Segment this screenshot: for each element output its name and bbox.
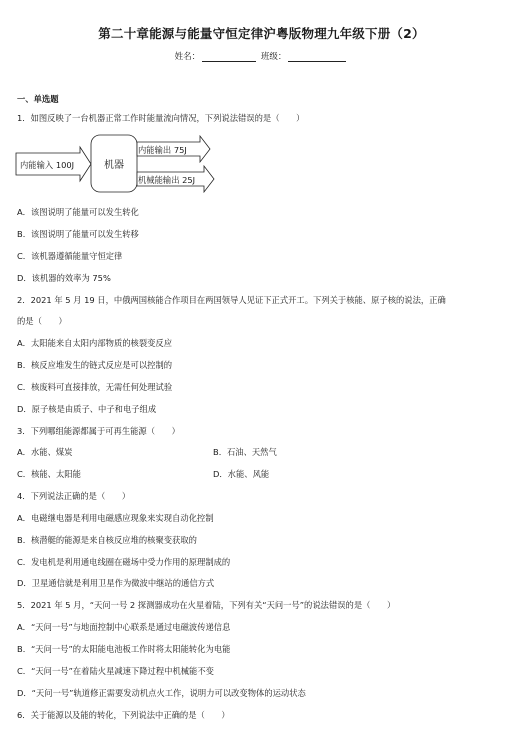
machine-label: 机器 bbox=[104, 160, 124, 171]
q3-option-c: C．核能、太阳能 bbox=[17, 469, 81, 479]
name-class-row bbox=[0, 50, 523, 62]
q3-option-d: D．水能、风能 bbox=[213, 469, 270, 479]
q1-option-c: C．该机器遵循能量守恒定律 bbox=[17, 251, 123, 261]
q6-stem: 6．关于能源以及能的转化，下列说法中正确的是（ ） bbox=[17, 710, 230, 720]
name-label: 姓名： bbox=[174, 52, 201, 62]
input-label: 内能输入 100J bbox=[20, 160, 75, 170]
q1-option-d: D．该机器的效率为 75% bbox=[17, 273, 111, 283]
q2-stem-line2: 的是（ ） bbox=[17, 316, 67, 326]
q5-option-d: D．“天问一号”轨道修正需要发动机点火工作，说明力可以改变物体的运动状态 bbox=[17, 688, 306, 698]
q4-option-d: D．卫星通信就是利用卫星作为微波中继站的通信方式 bbox=[17, 578, 215, 588]
q2-option-d: D．原子核是由质子、中子和电子组成 bbox=[17, 404, 157, 414]
output-mechanical-label: 机械能输出 25J bbox=[138, 175, 196, 185]
q2-stem-line1: 2．2021 年 5 月 19 日，中俄两国核能合作项目在两国领导人见证下正式开工。下列关于核能、原子核的说法，正确 bbox=[17, 295, 446, 305]
q3-option-b: B．石油、天然气 bbox=[213, 447, 277, 457]
q4-option-b: B．核潜艇的能源是来自核反应堆的核聚变获取的 bbox=[17, 535, 197, 545]
q1-option-b: B．该图说明了能量可以发生转移 bbox=[17, 229, 139, 239]
page-title: 第二十章能源与能量守恒定律沪粤版物理九年级下册（2） bbox=[98, 26, 425, 41]
q3-option-a: A．水能、煤炭 bbox=[17, 447, 73, 457]
q4-option-a: A．电磁继电器是利用电磁感应现象来实现自动化控制 bbox=[17, 513, 214, 523]
q5-option-c: C．“天问一号”在着陆火星减速下降过程中机械能不变 bbox=[17, 666, 214, 676]
q3-stem: 3．下列哪组能源都属于可再生能源（ ） bbox=[17, 426, 180, 436]
q5-option-a: A．“天问一号”与地面控制中心联系是通过电磁波传递信息 bbox=[17, 622, 231, 632]
q2-option-c: C．核废料可直接排放，无需任何处理试验 bbox=[17, 382, 173, 392]
q2-option-a: A．太阳能来自太阳内部物质的核裂变反应 bbox=[17, 338, 173, 348]
q4-stem: 4．下列说法正确的是（ ） bbox=[17, 491, 131, 501]
q5-option-b: B．“天问一号”的太阳能电池板工作时将太阳能转化为电能 bbox=[17, 644, 231, 654]
q2-option-b: B．核反应堆发生的链式反应是可以控制的 bbox=[17, 360, 173, 370]
class-blank[interactable] bbox=[288, 51, 346, 62]
q5-stem: 5．2021 年 5 月，“天问一号 2 探测器成功在火星着陆，下列有关“天问一号”的说法错误的是（ ） bbox=[17, 600, 396, 610]
output-heat-label: 内能输出 75J bbox=[138, 145, 187, 155]
q4-option-c: C．发电机是利用通电线圈在磁场中受力作用的原理制成的 bbox=[17, 557, 231, 567]
q1-stem: 1．如图反映了一台机器正常工作时能量流向情况，下列说法错误的是（ ） bbox=[17, 113, 305, 123]
section-heading: 一、单选题 bbox=[17, 94, 59, 104]
class-label: 班级： bbox=[260, 52, 287, 62]
name-blank[interactable] bbox=[202, 51, 256, 62]
q1-option-a: A．该图说明了能量可以发生转化 bbox=[17, 207, 139, 217]
energy-flow-diagram bbox=[14, 133, 219, 197]
